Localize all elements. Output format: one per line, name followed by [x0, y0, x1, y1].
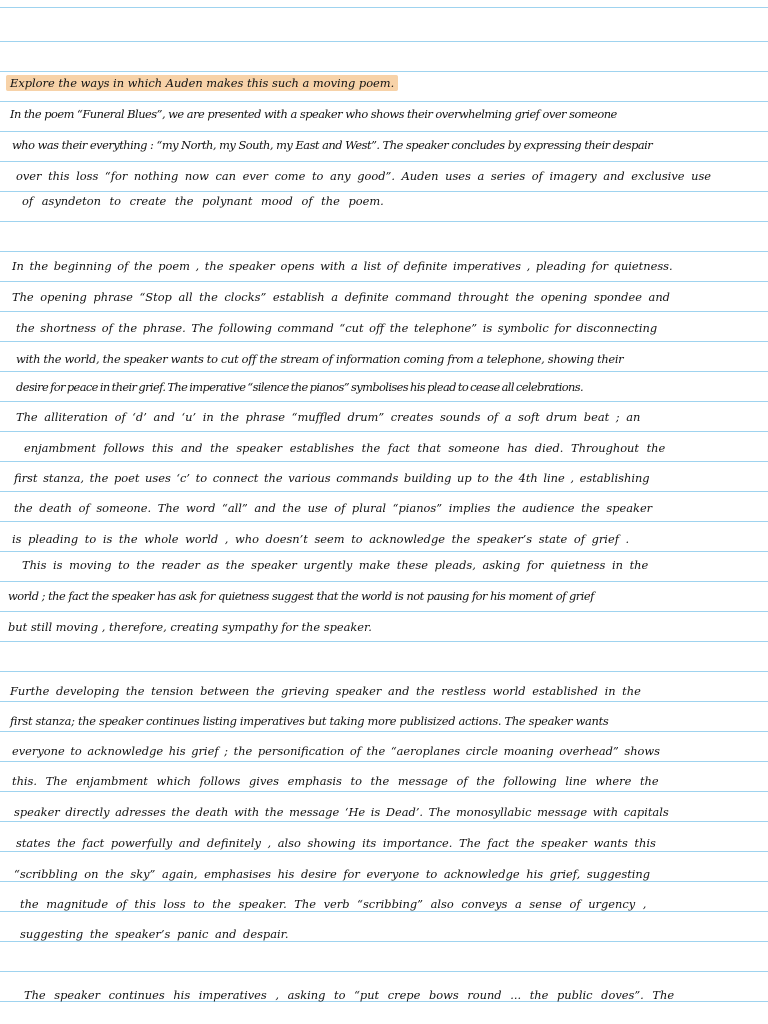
paragraph-1-line-3: over this loss “for nothing now can ever come to any good”. Auden uses a series of imagery and exclusive use: [16, 169, 712, 183]
paragraph-3-line-5: speaker directly adresses the death with the message ‘He is Dead’. The monosyllabic message with capitals: [14, 805, 669, 819]
paragraph-4-line-1: The speaker continues his imperatives , asking to “put crepe bows round ... the public doves”. The: [24, 988, 675, 1002]
paragraph-3-line-6: states the fact powerfully and definitely , also showing its importance. The fact the speaker wants this: [16, 836, 656, 850]
paragraph-1-line-1: In the poem “Funeral Blues”, we are presented with a speaker who shows their overwhelming grief over someone: [10, 107, 617, 121]
paragraph-3-line-1: Furthe developing the tension between the grieving speaker and the restless world established in the: [10, 684, 641, 698]
paragraph-2-line-13: but still moving , therefore, creating sympathy for the speaker.: [8, 620, 372, 634]
paragraph-3-line-4: this. The enjambment which follows gives emphasis to the message of the following line where the: [12, 774, 659, 788]
paragraph-2-line-5: desire for peace in their grief. The imperative “silence the pianos” symbolises his plead to cease all celebrations.: [16, 380, 584, 394]
paragraph-2-line-10: is pleading to is the whole world , who doesn’t seem to acknowledge the speaker’s state of grief .: [12, 532, 630, 546]
paragraph-3-line-2: first stanza; the speaker continues listing imperatives but taking more publisized actions. The speaker wants: [10, 714, 609, 728]
paragraph-2-line-4: with the world, the speaker wants to cut off the stream of information coming from a telephone, showing their: [16, 352, 624, 366]
paragraph-2-line-1: In the beginning of the poem , the speaker opens with a list of definite imperatives , pleading for quietness.: [12, 259, 673, 273]
paragraph-2-line-9: the death of someone. The word “all” and the use of plural “pianos” implies the audience the speaker: [14, 501, 653, 515]
essay-question: Explore the ways in which Auden makes this such a moving poem.: [6, 75, 398, 91]
paragraph-2-line-3: the shortness of the phrase. The following command “cut off the telephone” is symbolic for disconnecting: [16, 321, 658, 335]
paragraph-3-line-7: “scribbling on the sky” again, emphasises his desire for everyone to acknowledge his grief, suggesting: [14, 867, 651, 881]
paragraph-3-line-8: the magnitude of this loss to the speaker. The verb “scribbing” also conveys a sense of urgency ,: [20, 897, 647, 911]
paragraph-3-line-3: everyone to acknowledge his grief ; the personification of the “aeroplanes circle moaning overhead” shows: [12, 744, 660, 758]
paragraph-1-line-2: who was their everything : “my North, my South, my East and West”. The speaker concludes by expressing their despair: [12, 138, 653, 152]
paragraph-2-line-2: The opening phrase “Stop all the clocks” establish a definite command throught the opening spondee and: [12, 290, 670, 304]
paragraph-3-line-9: suggesting the speaker’s panic and despair.: [20, 927, 289, 941]
essay-question-line: [0, 75, 768, 91]
paragraph-2-line-8: first stanza, the poet uses ‘c’ to connect the various commands building up to the 4th line , establishing: [14, 471, 650, 485]
paragraph-2-line-6: The alliteration of ‘d’ and ‘u’ in the phrase “muffled drum” creates sounds of a soft drum beat ; an: [16, 410, 641, 424]
paragraph-2-line-12: world ; the fact the speaker has ask for quietness suggest that the world is not pausing for his moment of grief: [8, 589, 594, 603]
paragraph-2-line-7: enjambment follows this and the speaker establishes the fact that someone has died. Throughout the: [24, 441, 666, 455]
paragraph-2-line-11: This is moving to the reader as the speaker urgently make these pleads, asking for quietness in the: [22, 558, 649, 572]
paragraph-1-line-4: of asyndeton to create the polynant mood of the poem.: [22, 194, 384, 208]
